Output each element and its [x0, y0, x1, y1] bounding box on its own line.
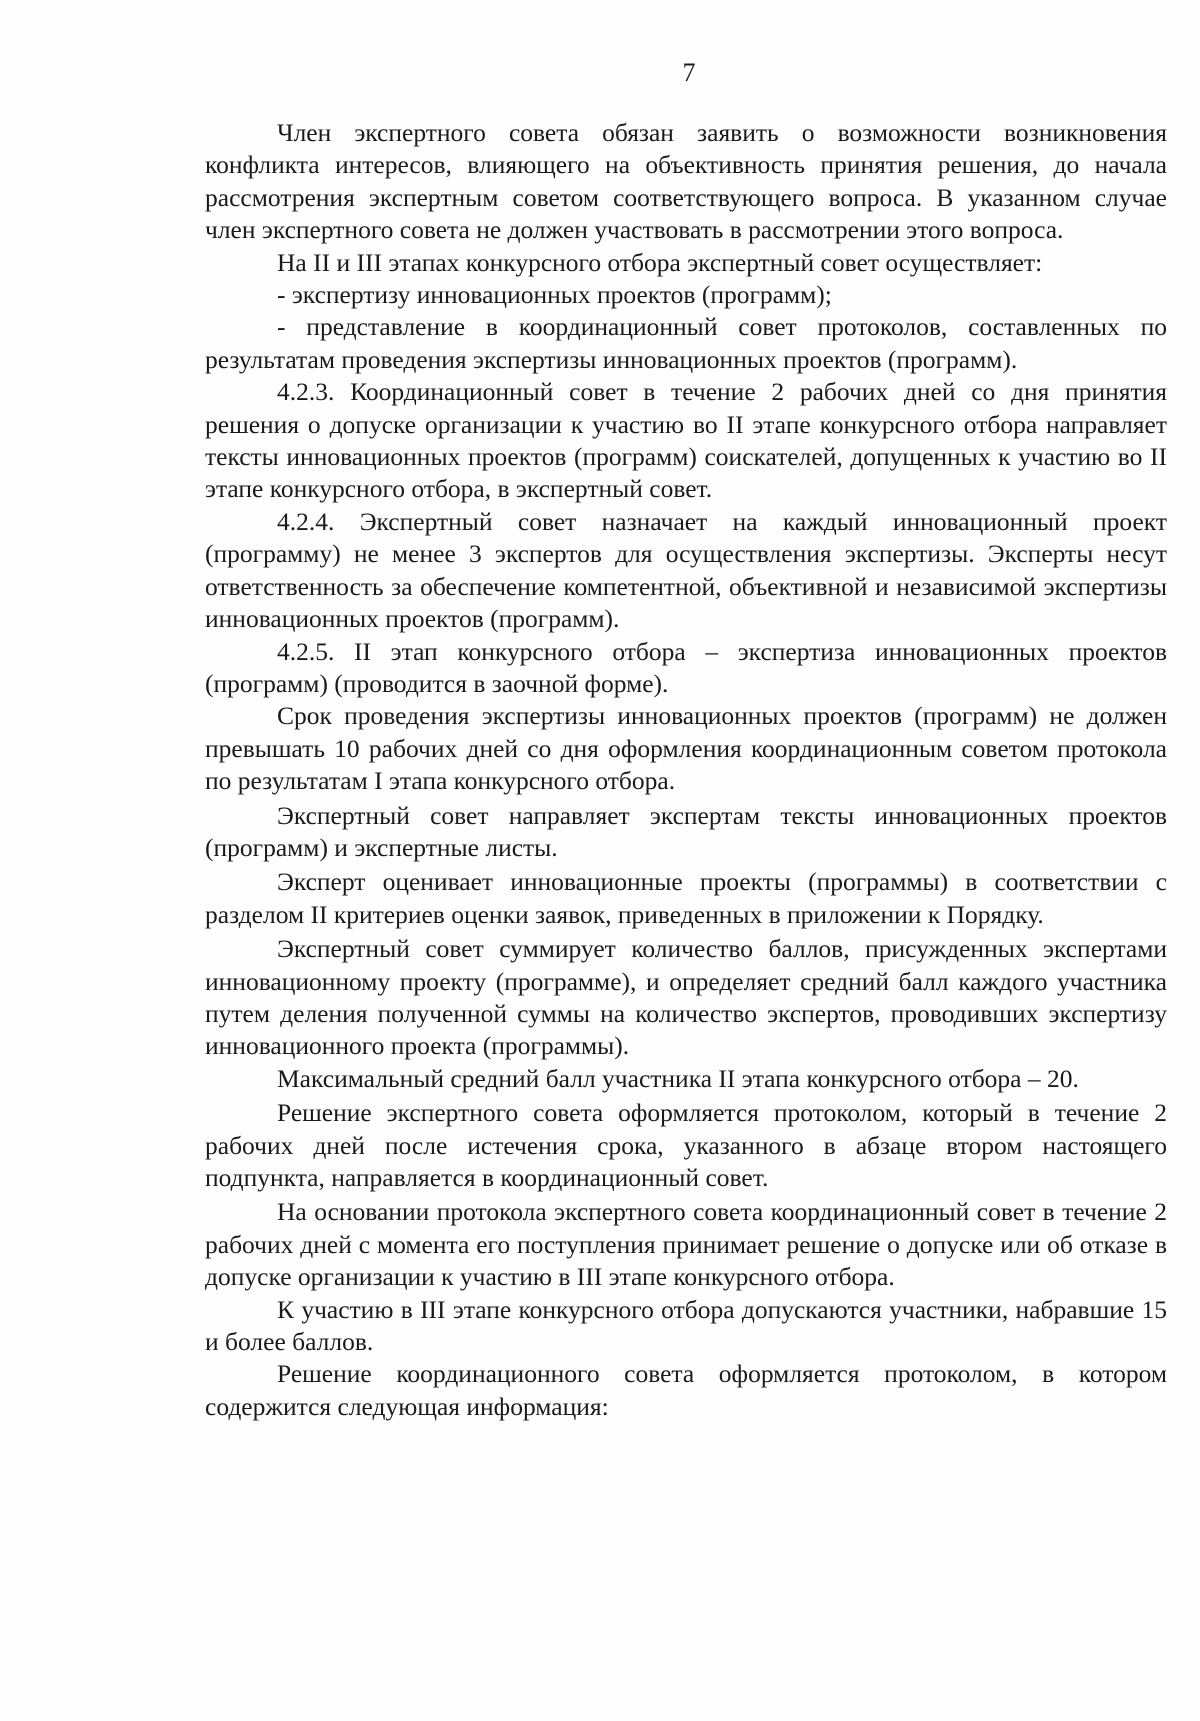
- paragraph-admission-threshold: К участию в III этапе конкурсного отбора допускаются участники, набравшие 15 и более баллов.: [205, 1294, 1167, 1357]
- paragraph-max-score: Максимальный средний балл участника II этапа конкурсного отбора – 20.: [277, 1063, 1079, 1093]
- page-number: 7: [682, 58, 696, 87]
- paragraph-expert-decision: Решение экспертного совета оформляется протоколом, который в течение 2 рабочих дней после истечения срока, указанного в абзаце втором настоящего подпункта, направляется в координационный совет.: [205, 1098, 1167, 1192]
- paragraph-4-2-5: 4.2.5. II этап конкурсного отбора – экспертиза инновационных проектов (программ) (проводится в заочной форме).: [205, 636, 1167, 698]
- list-item-expertise: - экспертизу инновационных проектов (программ);: [277, 280, 832, 310]
- paragraph-expertise-term: Срок проведения экспертизы инновационных проектов (программ) не должен превышать 10 рабочих дней со дня оформления координационным советом протокола по результатам I этапа конкурсного отбора.: [205, 701, 1167, 796]
- paragraph-4-2-3: 4.2.3. Координационный совет в течение 2 рабочих дней со дня принятия решения о допуске организации к участию во II этапе конкурсного отбора направляет тексты инновационных проектов (программ) соискателей, допущенных к участию во II этапе конкурсного отбора, в экспертный совет.: [205, 377, 1167, 504]
- document-body: [205, 117, 1167, 1423]
- paragraph-conflict-of-interest: Член экспертного совета обязан заявить о возможности возникновения конфликта интересов, влияющего на объективность принятия решения, до начала рассмотрения экспертным советом соответствующего вопроса. В указанном случае член экспертного совета не должен участвовать в рассмотрении этого вопроса.: [205, 118, 1167, 245]
- paragraph-4-2-4: 4.2.4. Экспертный совет назначает на каждый инновационный проект (программу) не менее 3 экспертов для осуществления экспертизы. Эксперты несут ответственность за обеспечение компетентной, объективной и независимой экспертизы инновационных проектов (программ).: [205, 506, 1167, 634]
- list-item-protocols: - представление в координационный совет протоколов, составленных по результатам проведения экспертизы инновационных проектов (программ).: [205, 312, 1167, 374]
- paragraph-expert-evaluation: Эксперт оценивает инновационные проекты (программы) в соответствии с разделом II критериев оценки заявок, приведенных в приложении к Порядку.: [205, 867, 1167, 929]
- paragraph-coordination-decision: На основании протокола экспертного совета координационный совет в течение 2 рабочих дней с момента его поступления принимает решение о допуске или об отказе в допуске организации к участию в III этапе конкурсного отбора.: [205, 1197, 1167, 1292]
- paragraph-expert-sheets: Экспертный совет направляет экспертам тексты инновационных проектов (программ) и экспертные листы.: [205, 800, 1167, 862]
- paragraph-protocol-contents: Решение координационного совета оформляется протоколом, в котором содержится следующая информация:: [205, 1359, 1167, 1421]
- paragraph-council-duties-intro: На II и III этапах конкурсного отбора экспертный совет осуществляет:: [277, 247, 1043, 277]
- paragraph-score-sum: Экспертный совет суммирует количество баллов, присужденных экспертами инновационному проекту (программе), и определяет средний балл каждого участника путем деления полученной суммы на количество экспертов, проводивших экспертизу инновационного проекта (программы).: [205, 934, 1167, 1061]
